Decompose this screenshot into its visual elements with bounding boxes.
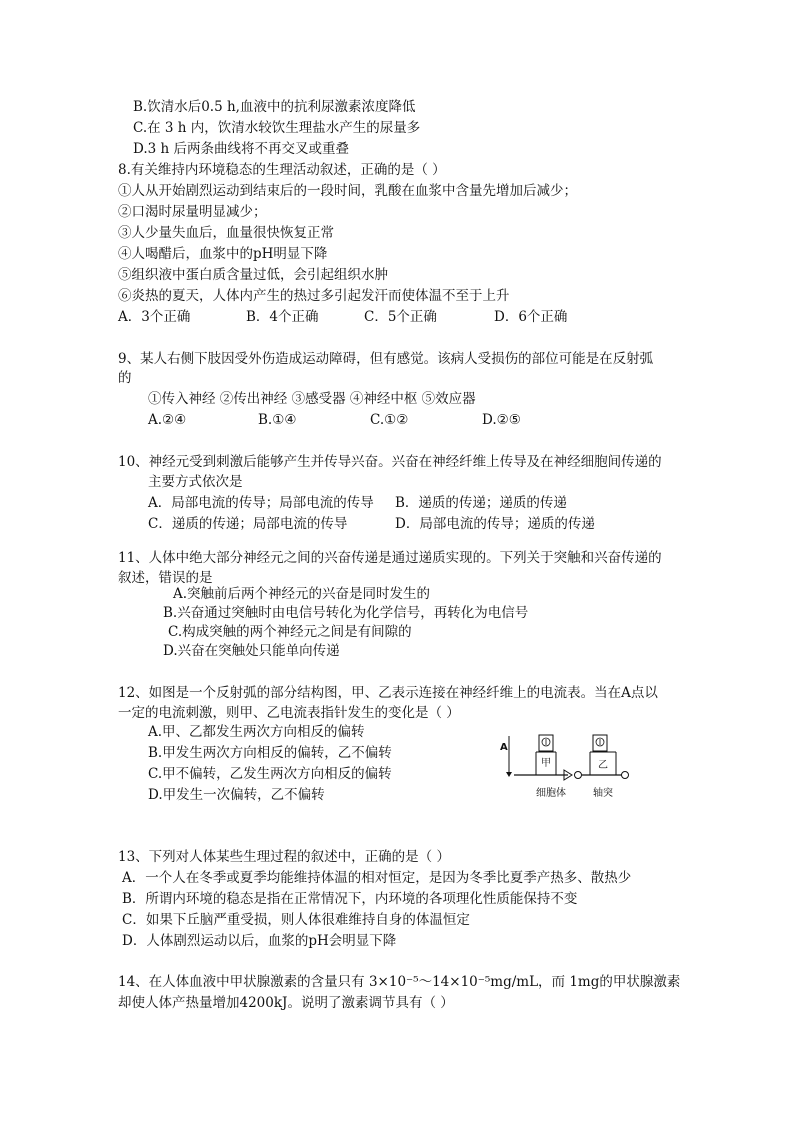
q9-stem-line-2: 的	[118, 370, 132, 386]
q9-option-a: A.②④	[148, 412, 187, 428]
q10-option-d: D．局部电流的传导；递质的传递	[395, 516, 595, 532]
q13-stem: 13、下列对人体某些生理过程的叙述中，正确的是（ ）	[118, 849, 450, 865]
q13-option-a: A．一个人在冬季或夏季均能维持体温的相对恒定，是因为冬季比夏季产热多、散热少	[122, 870, 632, 886]
q9-option-c: C.①②	[370, 412, 409, 428]
q8-statement-6: ⑥炎热的夏天，人体内产生的热过多引起发汗而使体温不至于上升	[118, 288, 510, 304]
axon-label: 轴突	[593, 788, 613, 799]
q7-option-c: C.在 3 h 内，饮清水较饮生理盐水产生的尿量多	[133, 120, 421, 136]
meter-yi-label: 乙	[598, 760, 608, 771]
q10-stem-line-2: 主要方式依次是	[148, 474, 243, 490]
point-a-label: A	[500, 742, 508, 753]
q7-option-b: B.饮清水后0.5 h,血液中的抗利尿激素浓度降低	[133, 99, 416, 115]
q8-statement-3: ③人少量失血后，血量很快恢复正常	[118, 225, 334, 241]
q12-option-b: B.甲发生两次方向相反的偏转，乙不偏转	[148, 745, 392, 761]
meter-jia-label: 甲	[541, 758, 551, 769]
q10-option-c: C．递质的传递；局部电流的传导	[148, 516, 348, 532]
q12-stem-line-1: 12、如图是一个反射弧的部分结构图，甲、乙表示连接在神经纤维上的电流表。当在A点以	[118, 685, 658, 701]
q13-option-d: D．人体剧烈运动以后，血浆的pH会明显下降	[122, 933, 397, 949]
q10-option-a: A．局部电流的传导；局部电流的传导	[148, 495, 374, 511]
q8-statement-2: ②口渴时尿量明显减少；	[118, 204, 267, 220]
q8-option-c: C．5个正确	[364, 309, 437, 325]
reflex-arc-figure	[498, 730, 648, 799]
q11-option-c: C.构成突触的两个神经元之间是有间隙的	[168, 624, 412, 640]
q11-option-a: A.突触前后两个神经元的兴奋是同时发生的	[173, 586, 431, 602]
q13-option-c: C．如果下丘脑严重受损，则人体很难维持自身的体温恒定	[122, 912, 470, 928]
reflex-arc-diagram	[498, 730, 648, 786]
q9-option-b: B.①④	[258, 412, 297, 428]
q14-stem-line-1: 14、在人体血液中甲状腺激素的含量只有 3×10⁻⁵～14×10⁻⁵mg/mL，而 1mg的甲状腺激素	[118, 974, 681, 990]
fiber-end	[622, 772, 629, 779]
q8-stem: 8.有关维持内环境稳态的生理活动叙述，正确的是（ ）	[118, 162, 446, 178]
q9-stem-line-1: 9、某人右侧下肢因受外伤造成运动障碍，但有感觉。该病人受损伤的部位可能是在反射弧	[118, 351, 654, 367]
point-a-arrow	[506, 772, 512, 777]
q11-stem-line-2: 叙述，错误的是	[118, 570, 213, 586]
q12-option-a: A.甲、乙都发生两次方向相反的偏转	[148, 724, 365, 740]
q8-statement-1: ①人从开始剧烈运动到结束后的一段时间，乳酸在血浆中含量先增加后减少；	[118, 183, 577, 199]
q12-option-c: C.甲不偏转，乙发生两次方向相反的偏转	[148, 766, 392, 782]
q14-stem-line-2: 却使人体产热量增加4200kJ。说明了激素调节具有（ ）	[118, 995, 454, 1011]
cell-body-label: 细胞体	[536, 788, 566, 799]
q10-stem-line-1: 10、神经元受到刺激后能够产生并传导兴奋。兴奋在神经纤维上传导及在神经细胞间传递的	[118, 454, 662, 470]
q7-option-d: D.3 h 后两条曲线将不再交叉或重叠	[133, 141, 349, 157]
q11-option-d: D.兴奋在突触处只能单向传递	[163, 643, 340, 659]
q9-option-d: D.②⑤	[482, 412, 521, 428]
q8-option-d: D．6个正确	[494, 309, 568, 325]
q12-option-d: D.甲发生一次偏转，乙不偏转	[148, 787, 325, 803]
q13-option-b: B．所谓内环境的稳态是指在正常情况下，内环境的各项理化性质能保持不变	[122, 891, 578, 907]
q9-items: ①传入神经 ②传出神经 ③感受器 ④神经中枢 ⑤效应器	[148, 391, 476, 407]
q11-stem-line-1: 11、人体中绝大部分神经元之间的兴奋传递是通过递质实现的。下列关于突触和兴奋传递的	[118, 550, 662, 566]
q10-option-b: B．递质的传递；递质的传递	[395, 495, 567, 511]
q12-stem-line-2: 一定的电流刺激，则甲、乙电流表指针发生的变化是（ ）	[118, 705, 460, 721]
q8-option-b: B．4个正确	[246, 309, 319, 325]
q8-option-a: A．3个正确	[118, 309, 191, 325]
q8-statement-4: ④人喝醋后，血浆中的pH明显下降	[118, 246, 328, 262]
synapse-knob	[575, 772, 582, 779]
q11-option-b: B.兴奋通过突触时由电信号转化为化学信号，再转化为电信号	[163, 605, 529, 621]
q8-statement-5: ⑤组织液中蛋白质含量过低，会引起组织水肿	[118, 267, 388, 283]
